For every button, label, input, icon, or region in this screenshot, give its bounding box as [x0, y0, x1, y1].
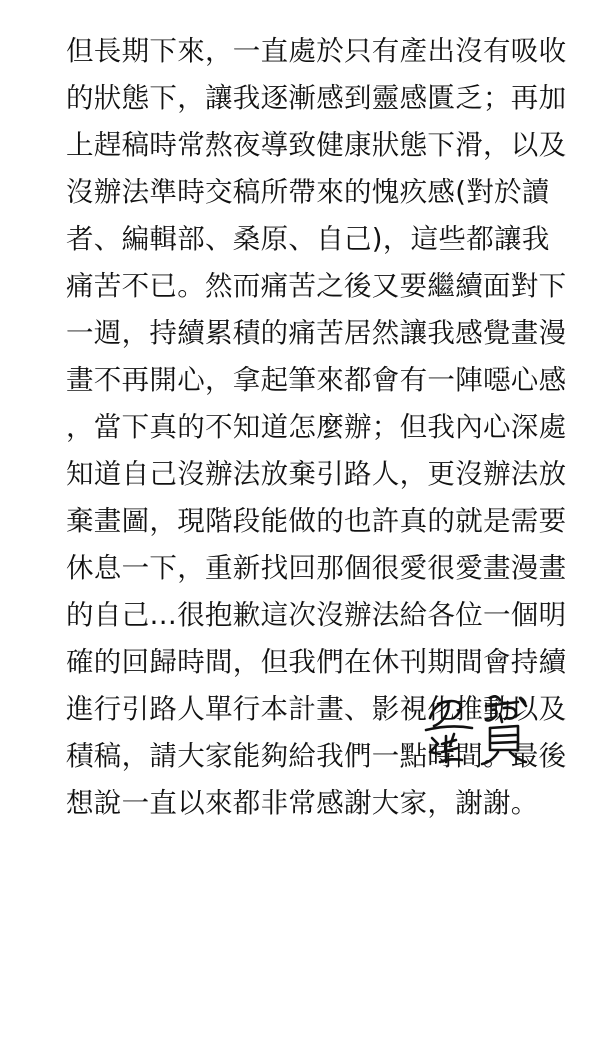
letter-line: 上趕稿時常熬夜導致健康狀態下滑，以及	[66, 129, 567, 161]
letter-line: 的狀態下，讓我逐漸感到靈感匱乏；再加	[66, 82, 567, 114]
letter-line: 確的回歸時間，但我們在休刊期間會持續	[66, 646, 567, 678]
letter-line: 者、編輯部、桑原、自己)，這些都讓我	[66, 223, 550, 255]
letter-line: 但長期下來，一直處於只有產出沒有吸收	[66, 35, 567, 67]
letter-line-cut-off	[66, 0, 546, 28]
signature-drawing	[420, 688, 540, 768]
letter-line: 沒辦法準時交稿所帶來的愧疚感(對於讀	[66, 176, 550, 208]
letter-line: 知道自己沒辦法放棄引路人，更沒辦法放	[66, 458, 567, 490]
letter-line: 想說一直以來都非常感謝大家，謝謝。	[66, 787, 539, 819]
letter-line: 休息一下，重新找回那個很愛很愛畫漫畫	[66, 552, 567, 584]
handwritten-signature	[420, 688, 540, 768]
letter-line: ，當下真的不知道怎麼辦；但我內心深處	[66, 411, 567, 443]
letter-line: 積稿，請大家能夠給我們一點時間。最後	[66, 740, 567, 772]
letter-line: 痛苦不已。然而痛苦之後又要繼續面對下	[66, 270, 567, 302]
letter-line: 進行引路人單行本計畫、影視化推動以及	[66, 693, 567, 725]
letter-line: 棄畫圖，現階段能做的也許真的就是需要	[66, 505, 567, 537]
letter-line: 的自己…很抱歉這次沒辦法給各位一個明	[66, 599, 567, 631]
letter-line: 一週，持續累積的痛苦居然讓我感覺畫漫	[66, 317, 567, 349]
letter-line: 畫不再開心，拿起筆來都會有一陣噁心感	[66, 364, 567, 396]
